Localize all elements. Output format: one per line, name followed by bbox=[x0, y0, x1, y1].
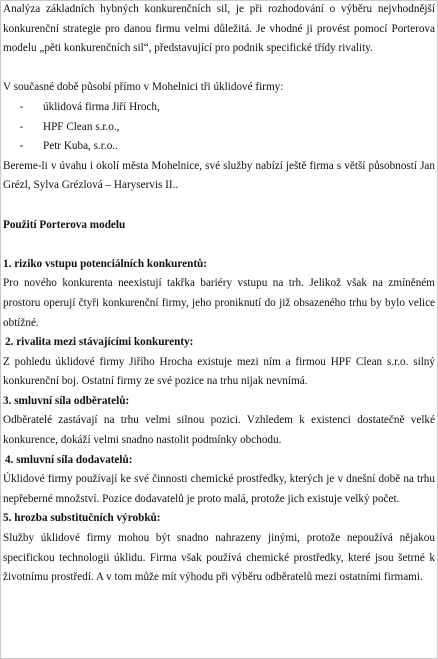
intro-paragraph: Analýza základních hybných konkurenčních sil, je při rozhodování o výběru nejvhodnější konkurenční strategie pro danou firmu velmi důležitá. Je vhodné ji provést pomocí Porterova modelu „pěti konkurenčních sil“, představující pro podnik specifické třídy rivality. bbox=[3, 3, 435, 55]
force-title: 5. hrozba substitučních výrobků: bbox=[3, 512, 161, 525]
force-text: Pro nového konkurenta neexistují takřka bariéry vstupu na trh. Jelikož však na zmíněném prostoru operují čtyři konkurenční firmy, jeho proniknutí do již obsazeného trhu by bylo velice obtížné. bbox=[3, 277, 435, 329]
force-title: 3. smluvní síla odběratelů: bbox=[3, 394, 130, 407]
list-item bbox=[3, 137, 435, 157]
dash-bullet: - bbox=[19, 140, 24, 153]
list-item bbox=[3, 98, 435, 118]
list-item bbox=[3, 118, 435, 138]
dash-bullet: - bbox=[19, 100, 24, 113]
force-text: Odběratelé zastávají na trhu velmi silnou pozici. Vzhledem k existenci dostatečně velké konkurence, dokáží velmi snadno nastolit podmínky obchodu. bbox=[3, 414, 435, 447]
force-title: 2. rivalita mezi stávajícími konkurenty: bbox=[5, 336, 194, 349]
document-body bbox=[3, 0, 435, 588]
blank-line bbox=[3, 59, 435, 79]
section-title: Použití Porterova modelu bbox=[3, 218, 126, 231]
firms-note: Bereme-li v úvahu i okolí města Mohelnice, své služby nabízí ještě firma s větší působností Jan Grézl, Sylva Grézlová – Haryservis II.. bbox=[3, 159, 435, 192]
list-item-text: Petr Kuba, s.r.o.. bbox=[43, 140, 118, 153]
force-text: Služby úklidové firmy mohou být snadno nahrazeny jinými, protože nepoužívá nějakou specifickou technologii úklidu. Firma však používá chemické prostředky, které jsou šetrné k životnímu prostředí. A v tom může mít výhodu při výběru odběratelů mezi ostatními firmami. bbox=[3, 532, 435, 584]
force-text: Z pohledu úklidové firmy Jiřího Hrocha existuje mezi ním a firmou HPF Clean s.r.o. silný konkurenční boj. Ostatní firmy ze své pozice na trhu nijak nevnímá. bbox=[3, 355, 435, 388]
blank-line bbox=[3, 235, 435, 255]
force-title: 4. smluvní síla dodavatelů: bbox=[5, 453, 133, 466]
force-title: 1. riziko vstupu potenciálních konkurentů: bbox=[3, 257, 208, 270]
firms-intro: V současné době působí přímo v Mohelnici tři úklidové firmy: bbox=[3, 81, 284, 94]
list-item-text: úklidová firma Jiří Hroch, bbox=[43, 100, 160, 113]
list-item-text: HPF Clean s.r.o., bbox=[43, 120, 120, 133]
force-text: Úklidové firmy používají ke své činnosti chemické prostředky, kterých je v dnešní době na trhu nepřeberné množství. Pozice dodavatelů je proto malá, protože jich existuje velký počet. bbox=[3, 473, 435, 505]
blank-line bbox=[3, 196, 435, 216]
dash-bullet: - bbox=[19, 120, 24, 133]
